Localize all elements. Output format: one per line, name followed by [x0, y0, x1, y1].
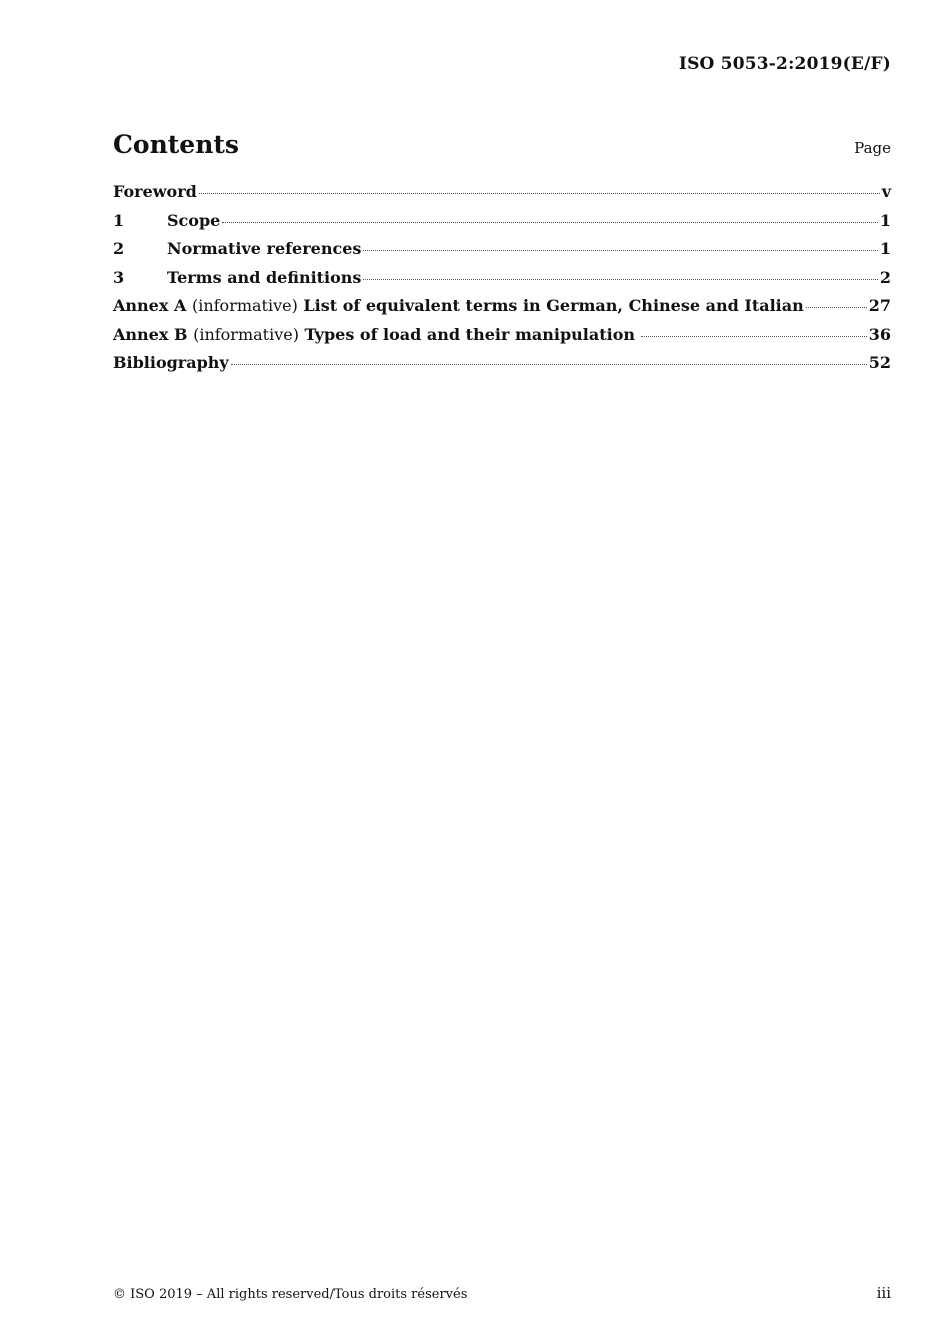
toc-entry-page: v [881, 182, 891, 201]
toc-leader-dots [199, 193, 880, 194]
toc-leader-dots [363, 279, 877, 280]
page-footer [113, 1284, 891, 1302]
toc-entry-number: 1 [113, 210, 125, 230]
toc-entry-label: Foreword [113, 182, 197, 201]
toc-entry-number: 2 [113, 239, 125, 258]
toc-entry-page: 52 [868, 353, 891, 372]
toc-entry-page: 2 [879, 267, 891, 287]
toc-leader-dots [231, 364, 867, 365]
annex-qualifier: (informative) [193, 324, 299, 344]
toc-entry-label: Terms and definitions [167, 267, 362, 287]
toc-entry-normative-references[interactable] [113, 239, 891, 268]
toc-entry-label: Bibliography [113, 353, 229, 372]
toc-entry-page: 1 [879, 210, 891, 230]
toc-entry-label [113, 296, 804, 315]
toc-entry-page: 1 [879, 239, 891, 258]
annex-label: Annex A [113, 296, 187, 315]
document-identifier: ISO 5053-2:2019(E/F) [678, 54, 891, 74]
toc-entry-bibliography[interactable] [113, 353, 891, 382]
toc-leader-dots [363, 250, 877, 251]
annex-title: List of equivalent terms in German, Chinese and Italian [303, 296, 804, 315]
page-column-label: Page [854, 139, 891, 157]
toc-entry-page: 27 [868, 296, 891, 315]
annex-qualifier: (informative) [191, 296, 298, 315]
toc-leader-dots [641, 336, 867, 337]
toc-entry-terms-and-definitions[interactable] [113, 268, 891, 297]
annex-title: Types of load and their manipulation [304, 324, 636, 344]
toc-leader-dots [806, 307, 867, 308]
toc-entry-foreword[interactable] [113, 182, 891, 211]
toc-entry-label [113, 325, 635, 344]
toc-entry-annex-a[interactable] [113, 296, 891, 325]
annex-label: Annex B [113, 324, 188, 344]
toc-entry-annex-b[interactable] [113, 325, 891, 354]
toc-entry-number: 3 [113, 267, 125, 287]
toc-entry-scope[interactable] [113, 211, 891, 240]
page-number: iii [876, 1284, 891, 1302]
toc-entry-page: 36 [868, 324, 891, 344]
contents-heading-row [113, 130, 891, 159]
table-of-contents [113, 182, 891, 382]
toc-entry-label: Normative references [167, 239, 362, 258]
toc-entry-label: Scope [167, 210, 221, 230]
contents-title: Contents [113, 130, 240, 159]
toc-leader-dots [222, 222, 878, 223]
copyright-notice: © ISO 2019 – All rights reserved/Tous droits réservés [113, 1287, 468, 1302]
